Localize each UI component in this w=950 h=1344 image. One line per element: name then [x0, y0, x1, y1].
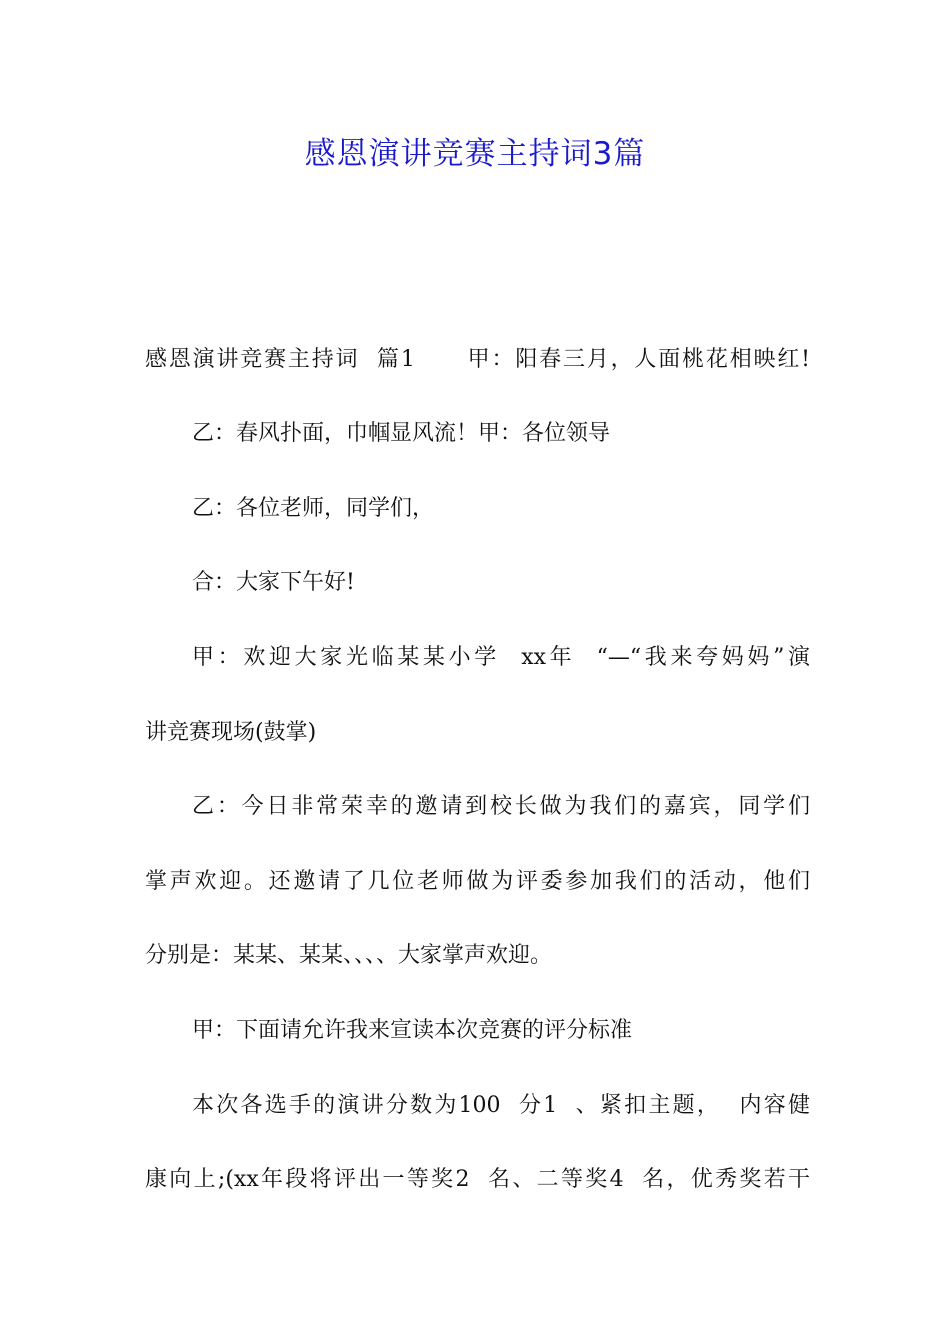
paragraph-line: 乙：各位老师，同学们， [192, 496, 435, 521]
paragraph-line: 康向上;(xx年段将评出一等奖2 名、二等奖4 名，优秀奖若干 [145, 1167, 810, 1192]
document-title: 感恩演讲竞赛主持词3篇 [304, 136, 646, 172]
paragraph-line: 分别是：某某、某某、、、、大家掌声欢迎。 [145, 943, 553, 968]
paragraph-line: 甲：下面请允许我来宣读本次竞赛的评分标准 [192, 1018, 633, 1043]
paragraph-line: 感恩演讲竞赛主持词 篇1 甲：阳春三月，人面桃花相映红! [145, 347, 810, 372]
paragraph-line: 讲竞赛现场(鼓掌) [145, 720, 317, 745]
paragraph-line: 掌声欢迎。还邀请了几位老师做为评委参加我们的活动，他们 [145, 869, 810, 894]
paragraph-line: 本次各选手的演讲分数为100 分1 、紧扣主题， 内容健 [192, 1093, 810, 1118]
paragraph-line: 合：大家下午好! [192, 570, 355, 595]
paragraph-line: 乙：今日非常荣幸的邀请到校长做为我们的嘉宾，同学们 [192, 794, 810, 819]
paragraph-line: 乙：春风扑面，巾帼显风流！甲：各位领导 [192, 421, 611, 446]
paragraph-line: 甲：欢迎大家光临某某小学 xx年 “—“我来夸妈妈”演 [192, 645, 810, 670]
